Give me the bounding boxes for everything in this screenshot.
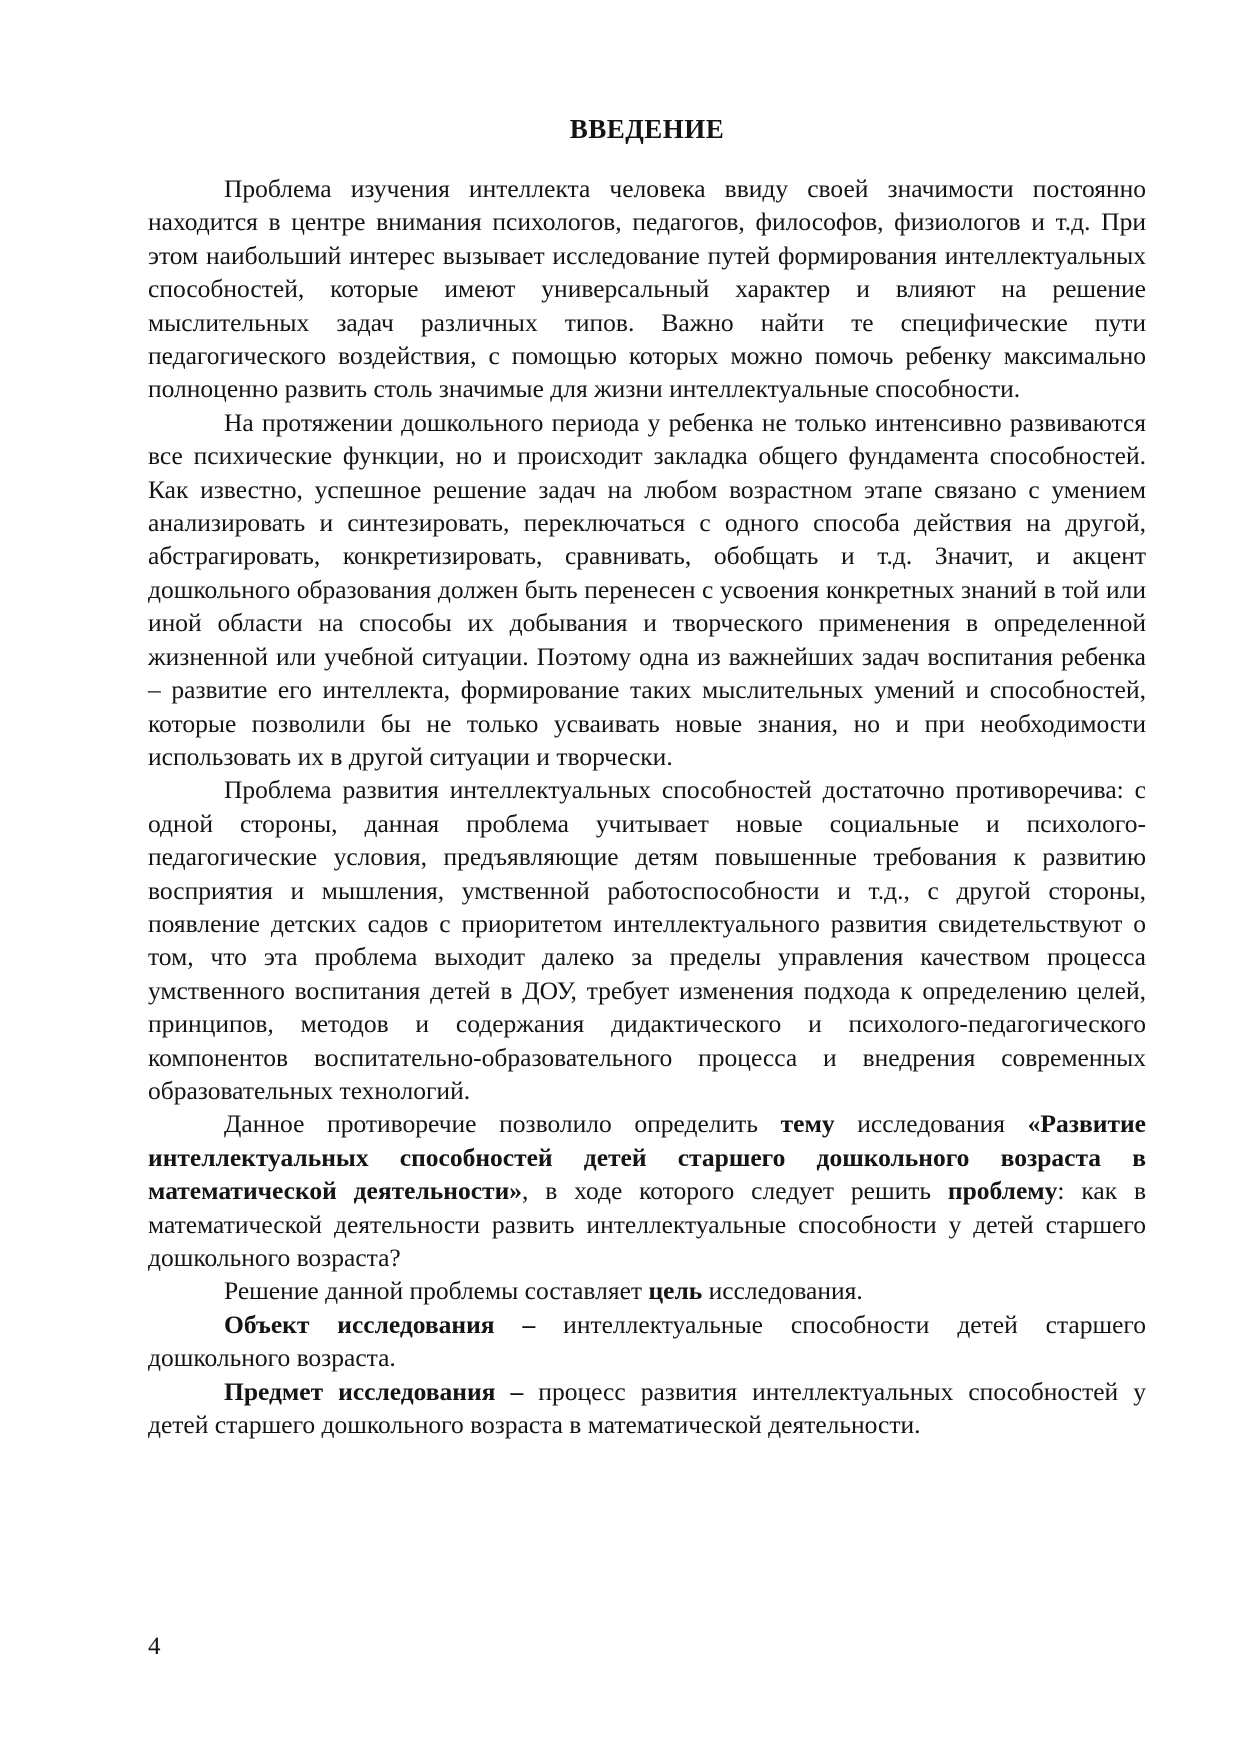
paragraph-6-research-object bbox=[148, 1308, 1146, 1375]
text-run: , в ходе которого следует решить bbox=[522, 1176, 948, 1206]
bold-term-object: Объект исследования – bbox=[224, 1309, 536, 1339]
bold-term-topic: тему bbox=[780, 1109, 835, 1139]
section-heading: ВВЕДЕНИЕ bbox=[569, 114, 725, 144]
text-run: исследования. bbox=[702, 1276, 863, 1306]
page-number: 4 bbox=[148, 1633, 161, 1660]
paragraph-5-research-goal bbox=[148, 1274, 1146, 1307]
paragraph-1: Проблема изучения интеллекта человека ввиду своей значимости постоянно находится в центре внимания психологов, педагогов, философов, физиологов и т.д. При этом наибольший интерес вызывает исследование путей формирования интеллектуальных способностей, которые имеют универсальный характер и влияют на решение мыслительных задач различных типов. Важно найти те специфические пути педагогического воздействия, с помощью которых можно помочь ребенку максимально полноценно развить столь значимые для жизни интеллектуальные способности. bbox=[148, 174, 1146, 404]
paragraph-4-research-topic bbox=[148, 1107, 1146, 1274]
text-run: исследования bbox=[834, 1109, 1028, 1139]
bold-topic-title: «Развитие интеллектуальных способностей детей старшего дошкольного возраста в математической деятельности» bbox=[148, 1109, 1146, 1206]
bold-term-goal: цель bbox=[648, 1276, 703, 1306]
bold-term-problem: проблему bbox=[947, 1176, 1058, 1206]
text-run: процесс развития интеллектуальных способностей у детей старшего дошкольного возраста в математической деятельности. bbox=[148, 1376, 1146, 1440]
paragraph-7-research-subject bbox=[148, 1375, 1146, 1442]
bold-term-subject: Предмет исследования – bbox=[224, 1376, 524, 1406]
text-run: интеллектуальные способности детей старшего дошкольного возраста. bbox=[148, 1309, 1147, 1373]
document-page bbox=[148, 112, 1146, 1441]
text-run: Решение данной проблемы составляет bbox=[224, 1276, 649, 1306]
paragraph-3: Проблема развития интеллектуальных способностей достаточно противоречива: с одной стороны, данная проблема учитывает новые социальные и психолого-педагогические условия, предъявляющие детям повышенные требования к развитию восприятия и мышления, умственной работоспособности и т.д., с другой стороны, появление детских садов с приоритетом интеллектуального развития свидетельствуют о том, что эта проблема выходит далеко за пределы управления качеством процесса умственного воспитания детей в ДОУ, требует изменения подхода к определению целей, принципов, методов и содержания дидактического и психолого-педагогического компонентов воспитательно-образовательного процесса и внедрения современных образовательных технологий. bbox=[148, 775, 1146, 1105]
paragraph-2: На протяжении дошкольного периода у ребенка не только интенсивно развиваются все психические функции, но и происходит закладка общего фундамента способностей. Как известно, успешное решение задач на любом возрастном этапе связано с умением анализировать и синтезировать, переключаться с одного способа действия на другой, абстрагировать, конкретизировать, сравнивать, обобщать и т.д. Значит, и акцент дошкольного образования должен быть перенесен с усвоения конкретных знаний в той или иной области на способы их добывания и творческого применения в определенной жизненной или учебной ситуации. Поэтому одна из важнейших задач воспитания ребенка – развитие его интеллекта, формирование таких мыслительных умений и способностей, которые позволили бы не только усваивать новые знания, но и при необходимости использовать их в другой ситуации и творчески. bbox=[148, 407, 1146, 771]
text-run: : как в математической деятельности развить интеллектуальные способности у детей старшего дошкольного возраста? bbox=[148, 1176, 1146, 1272]
text-run: Данное противоречие позволило определить bbox=[224, 1109, 781, 1139]
